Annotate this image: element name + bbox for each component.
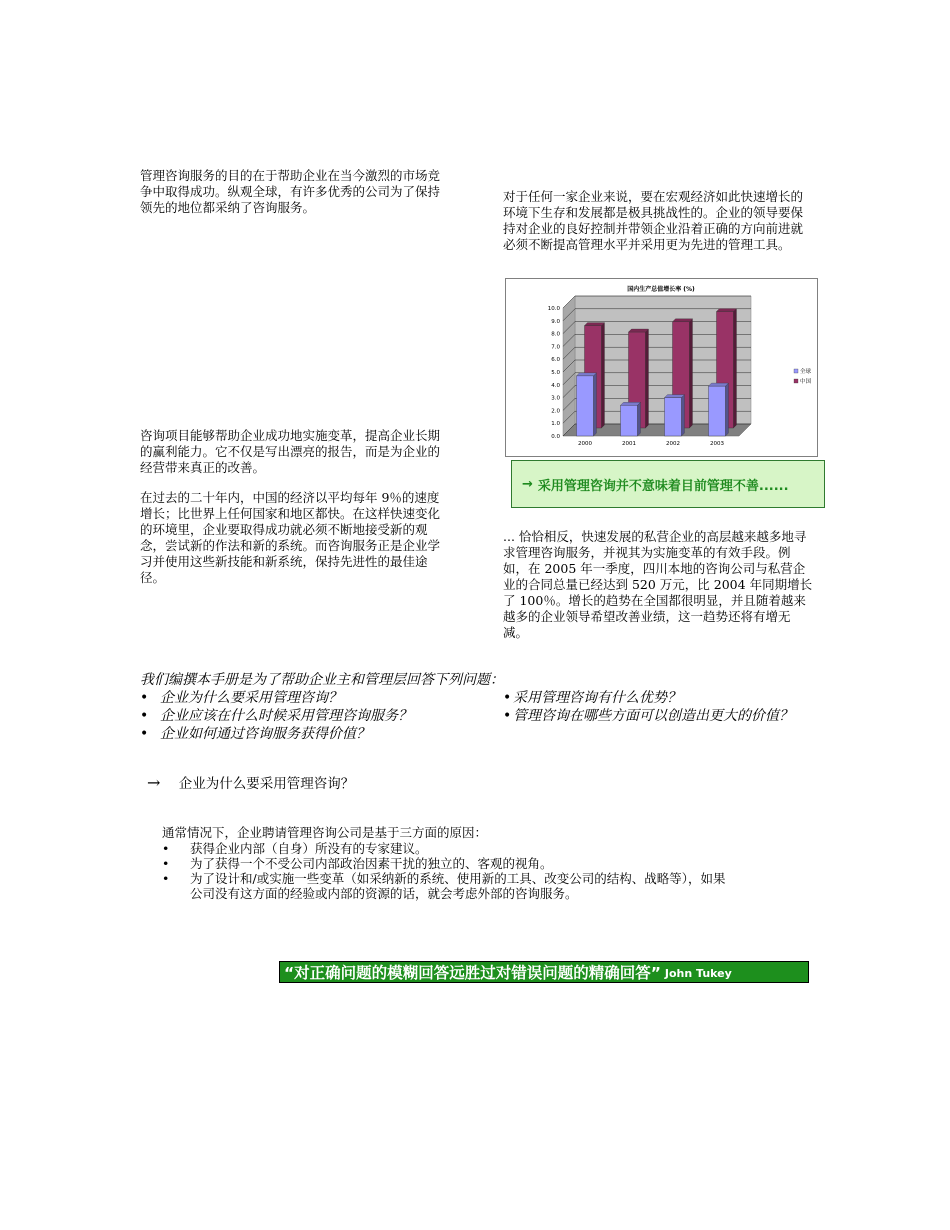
bar-china-side bbox=[646, 329, 649, 428]
legend-swatch bbox=[794, 369, 798, 373]
bar-global-front bbox=[621, 405, 638, 436]
y-tick-label: 3.0 bbox=[551, 395, 560, 402]
bar-china-side bbox=[602, 323, 605, 428]
question-item bbox=[140, 707, 412, 725]
left-paragraph-1: 管理咨询服务的目的在于帮助企业在当今激烈的市场竞争中取得成功。纵观全球，有许多优秀的公司为了保持领先的地位都采纳了咨询服务。 bbox=[140, 168, 441, 215]
bullet-icon: • bbox=[503, 690, 512, 706]
bar-global-side bbox=[726, 383, 729, 436]
reason-item bbox=[162, 841, 822, 856]
y-tick-label: 5.0 bbox=[551, 370, 560, 376]
section-heading-text: 企业为什么要采用管理咨询？ bbox=[178, 776, 355, 792]
chart-canvas bbox=[506, 279, 817, 456]
y-tick-label: 9.0 bbox=[551, 318, 560, 325]
x-tick-label: 2001 bbox=[622, 441, 636, 447]
bullet-icon: • bbox=[162, 841, 170, 856]
gdp-growth-chart bbox=[505, 278, 818, 457]
y-tick-label: 7.0 bbox=[551, 344, 560, 351]
bar-global-top bbox=[665, 395, 685, 398]
bullet-icon: • bbox=[140, 726, 149, 742]
questions-right-list bbox=[503, 689, 793, 725]
quote-author: John Tukey bbox=[664, 967, 732, 980]
bar-global-front bbox=[709, 386, 726, 436]
y-tick-label: 1.0 bbox=[551, 421, 560, 428]
question-item bbox=[503, 707, 793, 725]
bullet-icon: • bbox=[162, 871, 170, 886]
section-heading bbox=[147, 772, 354, 792]
callout-text: 采用管理咨询并不意味着目前管理不善...... bbox=[537, 478, 789, 494]
questions-intro: 我们编撰本手册是为了帮助企业主和管理层回答下列问题： bbox=[140, 672, 504, 688]
bar-china-side bbox=[734, 309, 737, 428]
x-tick-label: 2002 bbox=[666, 441, 680, 447]
question-item bbox=[503, 689, 793, 707]
question-text: 企业应该在什么时候采用管理咨询服务？ bbox=[160, 708, 412, 724]
bar-china-top bbox=[717, 309, 737, 312]
bar-global-side bbox=[638, 402, 641, 436]
y-tick-label: 4.0 bbox=[551, 382, 560, 389]
reason-text: 公司没有这方面的经验或内部的资源的话，就会考虑外部的咨询服务。 bbox=[190, 886, 578, 901]
bar-global-top bbox=[577, 373, 597, 376]
bar-china-top bbox=[673, 319, 693, 322]
questions-left-list bbox=[140, 689, 412, 743]
y-tick-label: 2.0 bbox=[551, 408, 560, 415]
question-text: 管理咨询在哪些方面可以创造出更大的价值？ bbox=[513, 708, 793, 724]
quote-text: “对正确问题的模糊回答远胜过对错误问题的精确回答” bbox=[284, 964, 661, 982]
bullet-icon: • bbox=[503, 708, 512, 724]
bar-china-top bbox=[629, 329, 649, 332]
reasons-list bbox=[162, 841, 822, 901]
legend-label: 全球 bbox=[800, 369, 812, 375]
legend-label: 中国 bbox=[800, 379, 812, 385]
left-paragraph-2: 咨询项目能够帮助企业成功地实施变革，提高企业长期的赢利能力。它不仅是写出漂亮的报告，而是为企业的经营带来真正的改善。 bbox=[140, 428, 441, 475]
x-tick-label: 2000 bbox=[578, 441, 592, 447]
right-paragraph-2: ... 恰恰相反，快速发展的私营企业的高层越来越多地寻求管理咨询服务，并视其为实施变革的有效手段。例如，在 2005 年一季度，四川本地的咨询公司与私营企业的合同总量已经达到 520 万元，比 2004 年同期增长了 100％。增长的趋势在全国都很明显，并且随着越来越多的企业领导希望改善业绩，这一趋势还将有增无减。 bbox=[503, 529, 813, 640]
legend-swatch bbox=[794, 379, 798, 383]
bar-global-side bbox=[594, 373, 597, 436]
right-paragraph-1: 对于任何一家企业来说，要在宏观经济如此快速增长的环境下生存和发展都是极具挑战性的。企业的领导要保持对企业的良好控制并带领企业沿着正确的方向前进就必须不断提高管理水平并采用更为先进的管理工具。 bbox=[503, 189, 804, 252]
bullet-icon: • bbox=[140, 690, 149, 706]
bar-global-front bbox=[665, 398, 682, 436]
y-tick-label: 0.0 bbox=[551, 434, 560, 440]
question-item bbox=[140, 725, 412, 743]
reason-item bbox=[162, 886, 822, 901]
bullet-icon: • bbox=[162, 856, 170, 871]
bar-global bbox=[665, 395, 685, 436]
bullet-icon: • bbox=[140, 708, 149, 724]
x-tick-label: 2003 bbox=[710, 441, 724, 447]
question-text: 企业为什么要采用管理咨询？ bbox=[160, 690, 342, 706]
bar-china-side bbox=[690, 319, 693, 428]
bar-global-side bbox=[682, 395, 685, 436]
reason-item bbox=[162, 871, 822, 886]
bar-global bbox=[621, 402, 641, 436]
callout-box bbox=[511, 460, 825, 508]
reason-text: 为了获得一个不受公司内部政治因素干扰的独立的、客观的视角。 bbox=[190, 856, 553, 871]
y-tick-label: 6.0 bbox=[551, 357, 560, 364]
y-tick-label: 10.0 bbox=[547, 306, 560, 312]
y-tick-label: 8.0 bbox=[551, 331, 560, 338]
chart-title: 国内生产总值增长率 (%) bbox=[627, 286, 695, 293]
bar-global-front bbox=[577, 376, 594, 436]
bar-global bbox=[577, 373, 597, 436]
reason-text: 为了设计和/或实施一些变革（如采纳新的系统、使用新的工具、改变公司的结构、战略等），如果 bbox=[190, 871, 726, 886]
quote-banner bbox=[279, 961, 809, 983]
question-text: 采用管理咨询有什么优势？ bbox=[513, 690, 681, 706]
reason-item bbox=[162, 856, 822, 871]
left-paragraph-3: 在过去的二十年内，中国的经济以平均每年 9％的速度增长；比世界上任何国家和地区都快。在这样快速变化的环境里，企业要取得成功就必须不断地接受新的观念，尝试新的作法和新的系统。而咨询服务正是企业学习并使用这些新技能和新系统，保持先进性的最佳途径。 bbox=[140, 490, 441, 585]
question-item bbox=[140, 689, 412, 707]
arrow-right-icon: → bbox=[522, 476, 533, 492]
bar-global-top bbox=[709, 383, 729, 386]
arrow-right-icon: → bbox=[147, 773, 161, 792]
reasons-lead: 通常情况下，企业聘请管理咨询公司是基于三方面的原因： bbox=[162, 825, 488, 840]
reason-text: 获得企业内部（自身）所没有的专家建议。 bbox=[190, 841, 428, 856]
bar-global bbox=[709, 383, 729, 436]
bar-global-top bbox=[621, 402, 641, 405]
bar-china-top bbox=[585, 323, 605, 326]
question-text: 企业如何通过咨询服务获得价值？ bbox=[160, 726, 370, 742]
